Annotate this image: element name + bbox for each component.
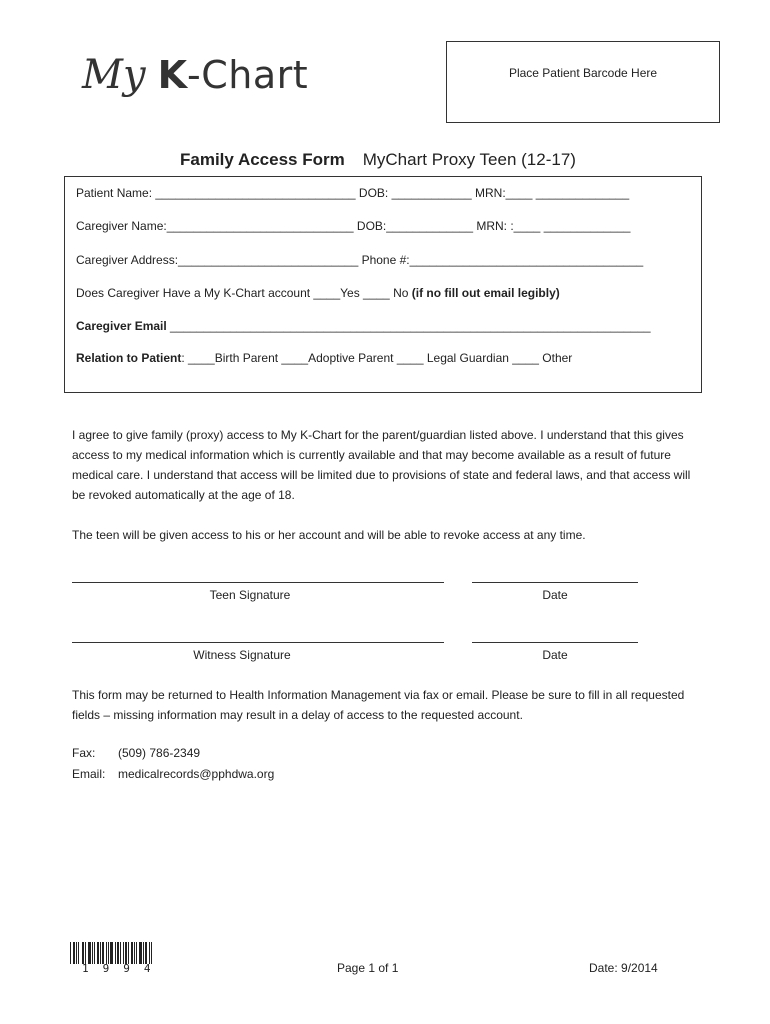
form-date: Date: 9/2014 bbox=[589, 961, 658, 975]
field-row-patient[interactable]: Patient Name: ______________________________ DOB: ____________ MRN:____ ______________ bbox=[76, 186, 630, 200]
form-title bbox=[180, 150, 576, 170]
teen-signature-line[interactable] bbox=[72, 582, 444, 583]
email-label: Email: bbox=[72, 767, 106, 781]
revoke-paragraph: The teen will be given access to his or her account and will be able to revoke access at any time. bbox=[72, 528, 586, 542]
teen-signature-label: Teen Signature bbox=[209, 588, 291, 602]
page-number: Page 1 of 1 bbox=[337, 961, 399, 975]
caregiver-email-label: Caregiver Email bbox=[76, 319, 167, 333]
email-value: medicalrecords@pphdwa.org bbox=[118, 767, 275, 781]
witness-signature-label: Witness Signature bbox=[193, 648, 291, 662]
footer-barcode bbox=[70, 942, 166, 964]
date1-label: Date bbox=[542, 588, 568, 602]
footer-barcode-digits: 1994 bbox=[82, 962, 165, 975]
field-row-relation[interactable] bbox=[76, 351, 572, 365]
relation-label: Relation to Patient bbox=[76, 351, 182, 365]
form-title-main: Family Access Form bbox=[180, 150, 345, 169]
date2-label: Date bbox=[542, 648, 568, 662]
field-row-caregiver[interactable]: Caregiver Name:____________________________ DOB:_____________ MRN: :____ _____________ bbox=[76, 219, 631, 233]
relation-options: : ____Birth Parent ____Adoptive Parent ____ Legal Guardian ____ Other bbox=[181, 351, 573, 365]
date2-line[interactable] bbox=[472, 642, 638, 643]
return-note: This form may be returned to Health Information Management via fax or email. Please be sure to fill in all requested fields – missing information may result in a delay of access to the requested account. bbox=[72, 688, 685, 722]
fax-value: (509) 786-2349 bbox=[118, 746, 201, 760]
field-row-email[interactable] bbox=[76, 319, 651, 333]
logo bbox=[82, 52, 308, 108]
consent-paragraph: I agree to give family (proxy) access to My K-Chart for the parent/guardian listed above. I understand that this gives access to my medical information which is currently available and that may become available as a result of future medical care. I understand that access will be limited due to provisions of state and federal laws, and that access will be revoked automatically at the age of 18. bbox=[72, 428, 691, 502]
field-row-account[interactable] bbox=[76, 286, 560, 300]
barcode-placeholder-label: Place Patient Barcode Here bbox=[508, 66, 658, 80]
fax-label: Fax: bbox=[72, 746, 96, 760]
field-row-address[interactable]: Caregiver Address:___________________________ Phone #:___________________________________ bbox=[76, 253, 644, 267]
date1-line[interactable] bbox=[472, 582, 638, 583]
account-question: Does Caregiver Have a My K-Chart account ____Yes ____ No bbox=[76, 286, 412, 300]
form-title-sub: MyChart Proxy Teen (12-17) bbox=[362, 150, 576, 169]
logo-k: K bbox=[157, 53, 188, 97]
logo-my: My bbox=[82, 52, 146, 98]
logo-chart: -Chart bbox=[187, 53, 309, 97]
barcode-placeholder-box bbox=[446, 41, 720, 123]
witness-signature-line[interactable] bbox=[72, 642, 444, 643]
account-note: (if no fill out email legibly) bbox=[411, 286, 560, 300]
caregiver-email-line: ________________________________________________________________________ bbox=[166, 319, 651, 333]
